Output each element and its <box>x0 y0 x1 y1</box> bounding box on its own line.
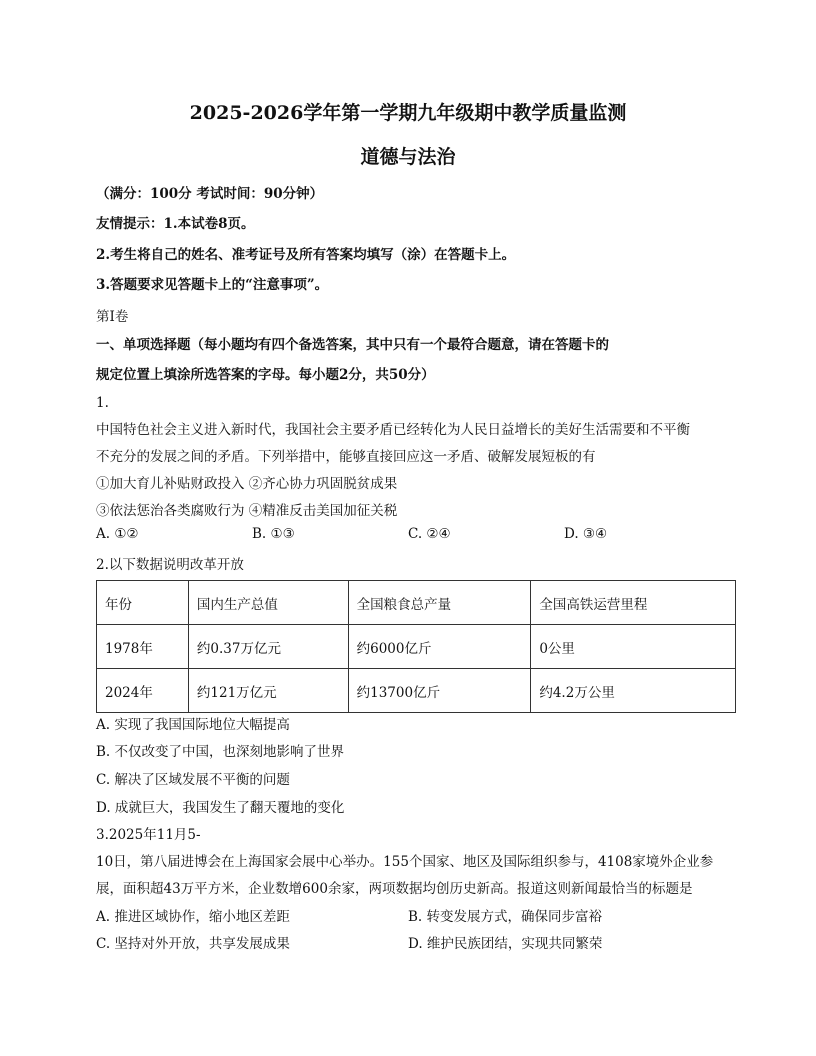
q3-stem-line-3: 展，面积超43万平方米，企业数增600余家，两项数据均创历史新高。报道这则新闻最恰当的标题是 <box>96 881 693 897</box>
q3-option-b: B. 转变发展方式，确保同步富裕 <box>408 909 603 925</box>
section-heading-line-2: 规定位置上填涂所选答案的字母。每小题2分，共50分） <box>96 367 435 383</box>
q3-option-c: C. 坚持对外开放，共享发展成果 <box>96 936 290 952</box>
exam-title: 2025-2026学年第一学期九年级期中教学质量监测 <box>189 102 627 124</box>
q3-stem-line-2: 10日，第八届进博会在上海国家会展中心举办。155个国家、地区及国际组织参与，4108家境外企业参 <box>96 854 714 870</box>
volume-label: 第Ⅰ卷 <box>96 309 129 325</box>
q1-item-line-2: ③依法惩治各类腐败行为 ④精准反击美国加征关税 <box>96 503 398 519</box>
table-header-cell: 全国粮食总产量 <box>348 581 531 625</box>
table-cell: 2024年 <box>97 669 189 713</box>
q1-option-c: C. ②④ <box>408 526 451 542</box>
reform-data-table <box>96 580 736 713</box>
table-cell: 1978年 <box>97 625 189 669</box>
table-header-cell: 全国高铁运营里程 <box>531 581 736 625</box>
table-header-cell: 年份 <box>97 581 189 625</box>
table-cell: 约0.37万亿元 <box>188 625 348 669</box>
q2-option-d: D. 成就巨大，我国发生了翻天覆地的变化 <box>96 800 345 816</box>
table-cell: 约121万亿元 <box>188 669 348 713</box>
table-row <box>97 669 736 713</box>
q3-stem-line-1: 3.2025年11月5- <box>96 827 201 843</box>
q3-option-a: A. 推进区域协作，缩小地区差距 <box>96 909 290 925</box>
q2-option-c: C. 解决了区域发展不平衡的问题 <box>96 772 290 788</box>
table-row <box>97 625 736 669</box>
q1-stem-line-1: 中国特色社会主义进入新时代，我国社会主要矛盾已经转化为人民日益增长的美好生活需要和不平衡 <box>96 422 690 438</box>
scoring-info: （满分：100分 考试时间：90分钟） <box>96 186 324 202</box>
q1-option-d: D. ③④ <box>564 526 608 542</box>
q1-stem-line-2: 不充分的发展之间的矛盾。下列举措中，能够直接回应这一矛盾、破解发展短板的有 <box>96 449 596 465</box>
q1-number: 1. <box>96 395 109 411</box>
q2-option-b: B. 不仅改变了中国，也深刻地影响了世界 <box>96 744 345 760</box>
note-line-2: 2.考生将自己的姓名、准考证号及所有答案均填写（涂）在答题卡上。 <box>96 247 516 263</box>
table-cell: 约13700亿斤 <box>348 669 531 713</box>
q3-option-d: D. 维护民族团结，实现共同繁荣 <box>408 936 603 952</box>
q2-option-a: A. 实现了我国国际地位大幅提高 <box>96 717 290 733</box>
table-header-row <box>97 581 736 625</box>
table-cell: 约6000亿斤 <box>348 625 531 669</box>
table-cell: 0公里 <box>531 625 736 669</box>
section-heading-line-1: 一、单项选择题（每小题均有四个备选答案，其中只有一个最符合题意，请在答题卡的 <box>96 337 609 353</box>
note-line-1: 友情提示：1.本试卷8页。 <box>96 216 255 232</box>
q1-item-line-1: ①加大育儿补贴财政投入 ②齐心协力巩固脱贫成果 <box>96 476 398 492</box>
note-line-3: 3.答题要求见答题卡上的“注意事项”。 <box>96 277 329 293</box>
subject-title: 道德与法治 <box>360 146 456 168</box>
q1-option-b: B. ①③ <box>252 526 295 542</box>
q1-option-a: A. ①② <box>96 526 139 542</box>
table-header-cell: 国内生产总值 <box>188 581 348 625</box>
q2-stem: 2.以下数据说明改革开放 <box>96 557 244 573</box>
table-cell: 约4.2万公里 <box>531 669 736 713</box>
